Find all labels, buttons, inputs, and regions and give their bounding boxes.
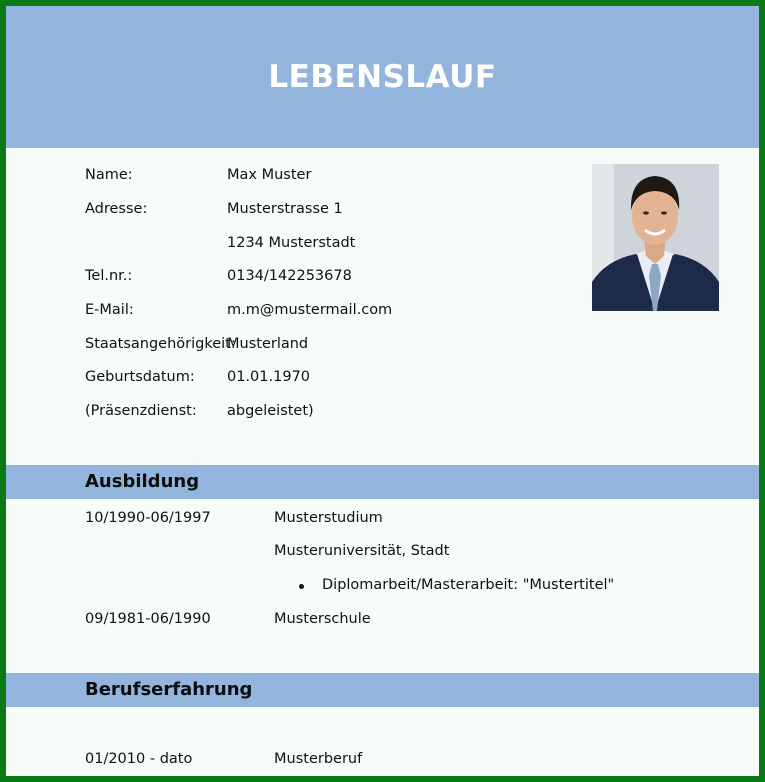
portrait-illustration: [592, 164, 719, 311]
field-value: abgeleistet): [227, 403, 314, 419]
personal-row-birthdate: [85, 369, 310, 385]
section-title: Berufserfahrung: [85, 679, 253, 700]
education-institution: Musteruniversität, Stadt: [274, 543, 450, 559]
field-value: 0134/142253678: [227, 268, 352, 284]
education-period: 09/1981-06/1990: [85, 611, 211, 627]
field-label: Staatsangehörigkeit:: [85, 336, 236, 352]
title-banner: [6, 6, 759, 148]
personal-row-email: [85, 302, 392, 318]
section-header-berufserfahrung: [6, 673, 759, 707]
personal-row-service: [85, 403, 314, 419]
education-period: 10/1990-06/1997: [85, 510, 211, 526]
field-label: [85, 235, 227, 251]
personal-row-name: [85, 167, 311, 183]
cv-page: [6, 6, 759, 776]
education-thesis: Diplomarbeit/Masterarbeit: "Mustertitel": [322, 577, 615, 593]
field-value: Musterstrasse 1: [227, 201, 343, 217]
field-value: 1234 Musterstadt: [227, 235, 356, 251]
job-period: 01/2010 - dato: [85, 751, 193, 767]
bullet-icon: [299, 584, 304, 589]
personal-row-nationality: [85, 336, 308, 352]
field-label: (Präsenzdienst:: [85, 403, 197, 419]
field-value: 01.01.1970: [227, 369, 311, 385]
field-label: Adresse:: [85, 201, 148, 217]
field-value: Musterland: [227, 336, 309, 352]
portrait-photo: [592, 164, 719, 311]
section-header-ausbildung: [6, 465, 759, 499]
page-title: LEBENSLAUF: [268, 59, 497, 95]
personal-row-city: [85, 235, 355, 251]
field-label: Name:: [85, 167, 133, 183]
personal-row-phone: [85, 268, 352, 284]
education-title: Musterstudium: [274, 510, 383, 526]
education-title: Musterschule: [274, 611, 371, 627]
field-label: E-Mail:: [85, 302, 134, 318]
field-label: Geburtsdatum:: [85, 369, 195, 385]
personal-row-address: [85, 201, 343, 217]
field-value: Max Muster: [227, 167, 312, 183]
section-title: Ausbildung: [85, 471, 200, 492]
field-value: m.m@mustermail.com: [227, 302, 393, 318]
field-label: Tel.nr.:: [85, 268, 133, 284]
job-title: Musterberuf: [274, 751, 363, 767]
